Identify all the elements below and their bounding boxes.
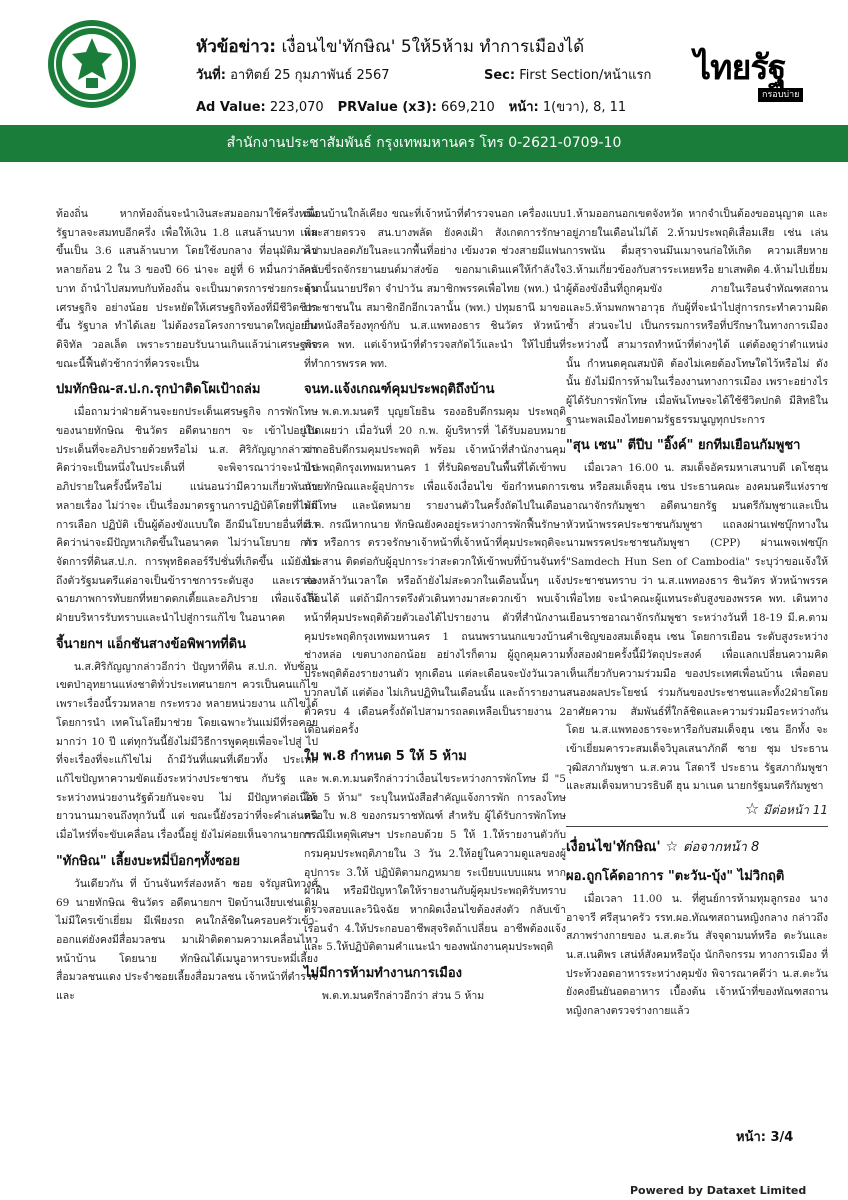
page-number: หน้า: 3/4 (736, 1130, 794, 1145)
bma-seal-icon (46, 18, 138, 110)
pr-office-banner: สำนักงานประชาสัมพันธ์ กรุงเทพมหานคร โทร 0-2621-0709-10 (0, 125, 848, 162)
thairath-logo (694, 50, 804, 108)
section-heading: ใบ พ.8 กำหนด 5 ให้ 5 ห้าม (304, 748, 467, 764)
paragraph: เมื่อถามว่าฝ่ายค้านจะยกประเด็นเศรษฐกิจ การพักโทษของนายทักษิณ ชินวัตร อดีตนายกฯ จะ เข้าไปอยู่ในประเด็นที่จะอภิปรายด้วยหรือไม่ น.ส. ศิริกัญญากล่าวว่า คิดว่าจะเป็นหนึ่งในประเด็นที่ จะพิจารณาว่าจะนำไปอภิปรายในครั้งนี้หรือไม่ แน่นอนว่ามีความเกี่ยวพันกับหลายเรื่อง ไม่ว่าจะ เป็นเรื่องมาตรฐานการปฏิบัติโดยที่ไม่มีการเลือก ปฏิบัติ เป็นผู้ต้องขังแบบใด อีกมีนโยบายอื่นที่เรา คิดว่าน่าจะมีปัญหาเกิดขึ้นในอนาคต ไม่ว่านโยบาย การจัดการที่ดินส.ป.ก. การพุทธิดลอร์รีปชั่นที่เกิดขึ้น แม้ยังไม่ถึงตัวรัฐมนตรีแต่อาจเป็นข้าราชการระดับสูง และเราจะฉายภาพการทับยกที่หยาดตกเตี้ยและอภิปราย เพื่อแจ้งให้ฝ่ายบริหารรับทราบและนำไปสู่การแก้ไข ในอนาคต (56, 406, 318, 625)
paragraph: พ.ต.ท.มนตรี บุญยโยธิน รองอธิบดีกรมคุม ประพฤติ เปิดเผยว่า เมื่อวันที่ 20 ก.พ. ผู้บริหารที่ ได้รับมอบหมายจากอธิบดีกรมคุมประพฤติ พร้อม เจ้าหน้าที่สำนักงานคุมประพฤติกรุงเทพมหานคร 1 ที่รับผิดชอบในพื้นที่ได้เข้าพบนายทักษิณและผู้อุปการะ เพื่อแจ้งเงื่อนไข ข้อกำหนดการพักโทษ และนัดหมาย รายงานตัวในครั้งถัดไปในเดือน มี.ค. กรณีหากนาย ทักษิณยังคงอยู่ระหว่างการพักฟื้นรักษาตัว หรือการ ตรวจรักษาเจ้าหน้าที่เจ้าหน้าที่คุมประพฤติจะประสาน ติดต่อกับผู้อุปการะว่าสะดวกให้เข้าพบที่บ้านจันทร์ ส่องหล้าวันเวลาใด หรือถ้ายังไม่สะดวกในเดือนนั้นๆ แจ้งเลื่อนได้ แต่ถ้ามีการตรึงตัวเดินทางมาสะดวกเข้า พบเจ้าหน้าที่คุมประพฤติด้วยตัวเองได้ไปรายงาน ตัวที่สำนักงานคุมประพฤติกรุงเทพมหานคร 1 ถนนพรานนกแขวงบ้านช่างหล่อ เขตบางกอกน้อย อย่างไรก็ตาม ผู้ถูกคุมความประพฤติต้องรายงานตัว ทุกเดือน แต่ละเดือนจะบังวันเวลาบวกลบได้ แต่ต้อง ไม่เกินปฏิทินในเดือนนั้น และถ้ารายงานตัวครบ 4 เดือนครั้งถัดไปสามารถลดเหลือเป็นรายงาน 2 เดือนต่อครั้ง (304, 406, 566, 737)
section-heading: "ทักษิณ" เลี้ยงบะหมี่ป็อกๆทั้งซอย (56, 853, 240, 869)
continuation-heading: เงื่อนไข'ทักษิณ' ☆ ต่อจากหน้า 8 (566, 838, 760, 855)
star-icon: ☆ (744, 799, 760, 819)
footer-credit: Powered by Dataxet Limited (630, 1184, 807, 1197)
article-column-1 (56, 205, 318, 1006)
article-column-2 (304, 205, 566, 1006)
continued-note: ☆ มีต่อหน้า 11 (744, 799, 828, 819)
clipping-header (0, 0, 848, 125)
paragraph: น.ส.ศิริกัญญากล่าวอีกว่า ปัญหาที่ดิน ส.ป.ก. ทับซ้อนเขตป่าอุทยานแห่งชาติทั่วประเทศนายกฯ ควรเป็นคนแก้ไข เพราะเรื่องนี้รวมหลาย กระทรวง หลายหน่วยงาน แก้ไขได้โดยการนำ เทคโนโลยีมาช่วย โดยเฉพาะวันแม่มีที่รอคอยมากว่า 10 ปี แต่ทุกวันนี้ยังไม่มีวิธีการพูดคุยเพื่อจะไปสู่ ไปที่จะเรื่องที่จะแก้ไขไม่ ถ้ามีวันที่แผนที่เดียวทั้ง ประเทศแก้ไขปัญหาความขัดแย้งระหว่างประชาชน กับรัฐ และระหว่างหน่วยงานรัฐด้วยกันจะจบ ไม่ มีปัญหาต่อเนื่องยาวนานมาจนถึงทุกวันนี้ แต่ ขณะนี้ยังรอว่าที่จะคำเล่นคนเมื่อไหร่ที่จะขับเคลื่อน เรื่องนี้อยู่ ยังไม่ค่อยเห็นจากนายกฯ (56, 660, 318, 842)
brand-name: ไทยรัฐ (694, 48, 786, 88)
headline: หัวข้อข่าว: เงื่อนไข'ทักษิณ' 5ให้5ห้าม ทำการเมืองได้ (196, 37, 585, 57)
section-heading: จนท.แจ้งเกณฑ์คุมประพฤติถึงบ้าน (304, 382, 495, 398)
article-column-3 (566, 205, 828, 1021)
paragraph: พ.ต.ท.มนตรีกล่าวอีกว่า ส่วน 5 ห้าม (322, 990, 485, 1003)
section-heading: ผอ.ถูกโค้ดอาการ "ตะวัน-บุ้ง" ไม่วิกฤติ (566, 868, 785, 884)
section-heading: "สุน เซน" ตีปีบ "อิ๊งค์" ยกทีมเยือนกัมพูชา (566, 438, 801, 454)
paragraph: พ.ต.ท.มนตรีกล่าวว่าเงื่อนไขระหว่างการพักโทษ มี "5 ให้ 5 ห้าม" ระบุในหนังสือสำคัญแจ้งการพัก การลงโทษหรือใบ พ.8 ของกรมราชทัณฑ์ สำหรับ ผู้ได้รับการพักโทษกรณีมีเหตุพิเศษฯ ประกอบด้วย 5 ให้ 1.ให้รายงานตัวกับกรมคุมประพฤติภายใน 3 วัน 2.ให้อยู่ในความดูแลของผู้อุปการะ 3.ให้ ปฏิบัติตามกฎหมาย ระเบียบแบบแผน หากฝ่าฝืน หรือมีปัญหาใดให้รายงานกับผู้คุมประพฤติรับทราบ ตรวจสอบและวินิจฉัย หากผิดเงื่อนไขต้องส่งตัว กลับเข้าเรือนจำ 4.ให้ประกอบอาชีพสุจริตถ้าเปลี่ยน อาชีพต้องแจ้ง และ 5.ให้ปฏิบัติตามคำแนะนำ ของพนักงานคุมประพฤติ (304, 772, 566, 954)
divider (566, 826, 828, 827)
paragraph: เมื่อเวลา 16.00 น. สมเด็จอัครมหาเสนาบดี เดโชฮุน เซน หรือสมเด็จฮุน เซน ประธานคณะ องคมนตรีแห่งราชอาณาจักรกัมพูชา อดีตนายกรัฐ มนตรีกัมพูชาและเป็นหัวหน้าพรรคประชาชนกัมพูชา แถลงผ่านเฟซบุ๊กทางในนามพรรคประชาชนกัมพูชา (CPP) ผ่านเพจเฟซบุ๊ก "Samdech Hun Sen of Cambodia" ระบุว่าขอแจ้งให้ประชาชนทราบ ว่า น.ส.แพทองธาร ชินวัตร หัวหน้าพรรคเพื่อไทย จะนำคณะผู้แทนระดับสูงของพรรค พท. เดินทาง เยือนราชอาณาจักรกัมพูชา ระหว่างวันที่ 18-19 มี.ค.ตามคำเชิญของสมเด็จฮุน เซน โดยการเยือน ระดับสูงระหว่างทั้งสองฝ่ายครั้งนี้มีวัตถุประสงค์ เพื่อแลกเปลี่ยนความคิดเห็นเกี่ยวกับความร่วมมือ ของประเทศเพื่อนบ้าน เพื่อตอบสนองผลประโยชน์ ร่วมกันของประชาชนและทั้ง2ฝ่ายโดยอาศัยความ สัมพันธ์ที่ใกล้ชิดและความร่วมมือระหว่างกัน โดย น.ส.แพทองธารจะหารือกับสมเด็จฮุน เซน อีกทั้ง จะเข้าเยี่ยมคารวะสมเด็จวิบุลเสนาภักดี ซาย ชุม ประธานวุฒิสภากัมพูชา น.ส.ควน โสดารี ประธาน รัฐสภากัมพูชา และสมเด็จมหาบวรธิบดี ฮุน มาเนต นายกรัฐมนตรีกัมพูชา (566, 462, 828, 793)
paragraph: 1.ห้ามออกนอกเขตจังหวัด หากจำเป็นต้องขออนุญาต และอยู่ภายในเดือนไม่ได้ 2.ห้ามประพฤติเสื่อมเสีย เช่น เล่นการพนัน ดื่มสุราจนมึนเมาจนก่อให้เกิด ความเสียหาย 3.ห้ามเกี่ยวข้องกับสารระเหยหรือ ยาเสพติด 4.ห้ามไปเยี่ยมผู้ต้องขังอื่นที่ถูกคุมขัง ภายในเรือนจำทัณฑสถาน และ5.ห้ามพกพาอาวุธ กับผู้ที่จะนำไปสู่การกระทำความผิดซ้ำ ส่วนจะไป เป็นกรรมการหรือที่ปรึกษาในทางการเมืองระหว่างนี้ สามารถทำหน้าที่ต่างๆได้ แต่ต้องดูว่าตำแหน่งนั้น กำหนดคุณสมบัติ ต้องไม่เคยต้องโทษใดไว้หรือไม่ ดังนั้น ยังไม่มีการห้ามในเรื่องงานทางการเมือง เพราะอย่างไร ผู้ได้รับการพักโทษ เมื่อพ้นโทษจะได้ใช้ชีวิตปกติ มีสิทธิในฐานะพลเมืองไทยตามรัฐธรรมนูญทุกประการ (566, 208, 828, 426)
section-info: Sec: First Section/หน้าแรก (484, 68, 652, 83)
paragraph: ท้องถิ่น หากท้องถิ่นจะนำเงินสะสมออกมาใช้ครึ่งหนึ่ง รัฐบาลจะสมทบอีกครึ่ง เพื่อให้เงิน 1.8 แสนล้านบาท เพิ่มขึ้นเป็น 3.6 แสนล้านบาท โดยใช้งบกลาง ที่อนุมัติมาไปหลายก้อน 2 ใน 3 ของปี 66 น่าจะ อยู่ที่ 6 หมื่นกว่าล้านบาท ถ้านำไปสมทบกับท้องถิ่น จะเป็นมาตรการช่วยกระตุ้นเศรษฐกิจ อย่างน้อย ประหยัดให้เศรษฐกิจท้องที่มีชีวิตชีวาขึ้น รัฐบาล ทำได้เลย ไม่ต้องรอโครงการขนาดใหญ่อย่างดิจิทัล วอลเล็ต เพราะรายอบรับนานเกินแล้วน่าเศรษฐกิจ ขณะนี้ฟื้นตัวช้ากว่าที่ควรจะเป็น (56, 208, 318, 370)
star-icon: ☆ (665, 838, 679, 855)
paragraph: เพื่อนบ้านใกล้เคียง ขณะที่เจ้าหน้าที่ตำรวจนอก เครื่องแบบและสายตรวจ สน.บางพลัด ยังคงเฝ้า สังเกตการรักษาความปลอดภัยในละแวกพื้นที่อย่าง เข้มงวด ช่วงสายมีแฟนคลับขี่รถจักรยานยนต์มาส่งข้อ ขอกมาเดินแค่ให้กำลังใจ จากนั้นนายปรีดา จำปาวัน สมาชิกพรรคเพื่อไทย (พท.) นำประชาชนใน สมาชิกอีกอีกเวลานั้น (พท.) ปทุมธานี มาขอ ยื่นหนังสือร้องทุกข์กับ น.ส.แพทองธาร ชินวัตร หัวหน้าพรรค พท. แต่เจ้าหน้าที่ตำรวจสกัดไว้และนำ ให้ไปยื่นที่ที่ทำการพรรค พท. (304, 208, 566, 370)
ad-values: Ad Value: 223,070 PRValue (x3): 669,210 หน้า: 1(ขวา), 8, 11 (196, 100, 627, 115)
brand-edition: กรอบบ่าย (758, 88, 803, 102)
publish-date: วันที่: อาทิตย์ 25 กุมภาพันธ์ 2567 (196, 68, 390, 83)
paragraph: วันเดียวกัน ที่ บ้านจันทร์ส่องหล้า ซอย จรัญสนิทวงศ์ 69 นายทักษิณ ชินวัตร อดีตนายกฯ ปิดบ้านเงียบเช่นเดิม ไม่มีใครเข้าเยี่ยม มีเพียงรถ คนใกล้ชิดในครอบครัวเข้า-ออกแต่ยังคงมีสื่อมวลชน มาเฝ้าติดตามความเคลื่อนไหวหน้าบ้าน โดยนาย ทักษิณได้เมนูอาหารบะหมี่เลี้ยงสื่อมวลชนแดง ประจำซอยเลี้ยงสื่อมวลชน เจ้าหน้าที่ตำรวจและ (56, 877, 318, 1003)
section-heading: ปมทักษิณ-ส.ป.ก.รุกป่าติดโผเป้าถล่ม (56, 382, 261, 398)
paragraph: เมื่อเวลา 11.00 น. ที่ศูนย์การห้ามทุมลูกรอง นางอาจารี ศรีสุนาครัว รรท.ผอ.ทัณฑสถานหญิงกลาง กล่าวถึงสภาพร่างกายของ น.ส.ตะวัน สัจจุดามนท์หรือ ตะวันและน.ส.เนติพร เสน่ห์สังคมหรือบุ้ง นักกิจกรรม ทางการเมือง ที่ประท้วงอดอาหารระหว่างคุมขัง พิจารณาคดีว่า น.ส.ตะวันยังคงยืนยันอดอาหาร เบื้องต้น เจ้าหน้าที่ของทัณฑสถานหญิงกลางตรวจร่างกายแล้ว (566, 892, 828, 1018)
section-heading: จี้นายกฯ แอ็กชันสางข้อพิพาทที่ดิน (56, 636, 247, 652)
section-heading: ไม่มีการห้ามทำงานการเมือง (304, 966, 462, 982)
